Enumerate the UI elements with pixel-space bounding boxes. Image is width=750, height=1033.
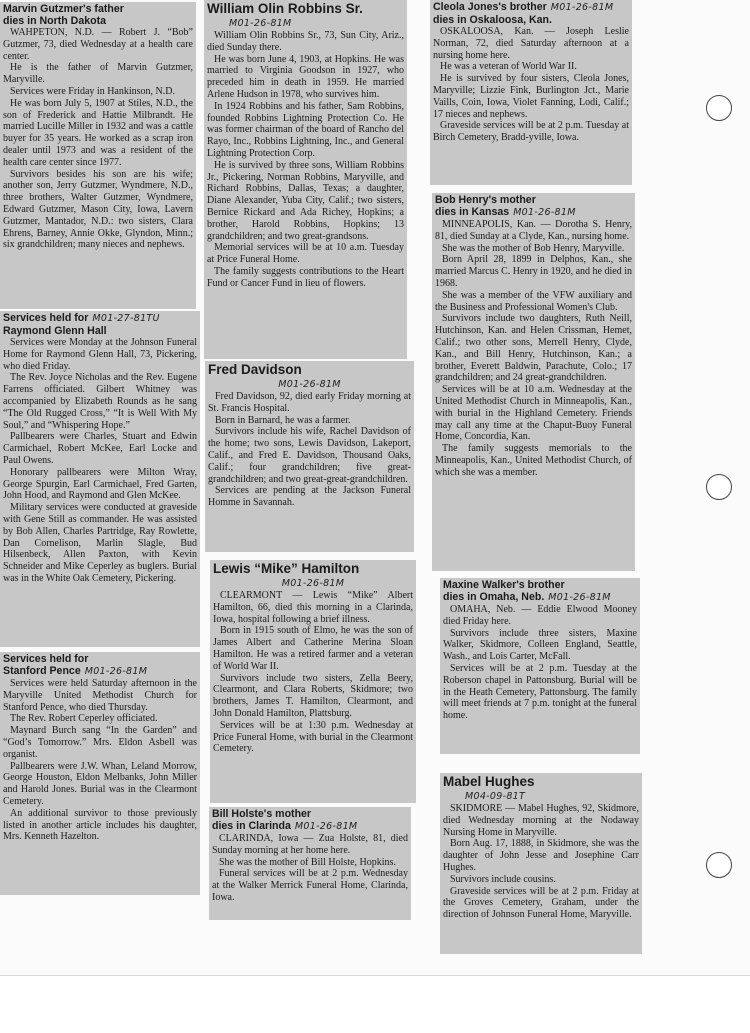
date-note: M01-26-81M: [84, 666, 148, 677]
paragraph: Services were Monday at the Johnson Funeral Home for Raymond Glenn Hall, 73, Pickering, who died Friday.: [3, 337, 197, 372]
clipping-headline: Bob Henry's mother dies in Kansas M01-26-81M: [435, 194, 576, 218]
paragraph: Honorary pallbearers were Milton Wray, George Spurgin, Earl Carmichael, Fred Garten, John Hood, and Raymond and Glen McKee.: [3, 466, 197, 502]
clipping-pence: [0, 652, 200, 895]
paragraph: Graveside services will be at 2 p.m. Friday at the Groves Cemetery, Graham, under the direction of Johnson Funeral Home, Maryville.: [443, 885, 639, 921]
paragraph: OSKALOOSA, Kan. — Joseph Leslie Norman, 72, died Saturday afternoon at a nursing home here.: [433, 26, 629, 61]
paragraph: She was a member of the VFW auxiliary and the Business and Professional Women's Club.: [435, 289, 632, 313]
paragraph: Survivors include three sisters, Maxine Walker, Skidmore, Colleen England, Seattle, Wash., and Lois Carter, McFall.: [443, 627, 637, 663]
paragraph: CLARINDA, Iowa — Zua Holste, 81, died Sunday morning at her home here.: [212, 833, 408, 856]
paragraph: Survivors include his wife, Rachel Davidson of the home; two sons, Lewis Davidson, Lakeport, Calif., and Fred E. Davidson, Thousand Oaks, Calif.; four grandchildren; five great-grandchildren; and two great-great-grandchildren.: [208, 426, 411, 485]
date-note: M01-26-81M: [278, 379, 341, 390]
clipping-headline: Lewis “Mike” Hamilton: [213, 561, 360, 576]
paragraph: Services will be at 10 a.m. Wednesday at the United Methodist Church in Minneapolis, Kan., with burial in the Highland Cemetery. Friends may call any time at the Chaput-Buoy Funeral Home, Concordia, Kan.: [435, 384, 632, 443]
clipping-headline: William Olin Robbins Sr.: [207, 1, 363, 16]
date-note: M01-26-81M: [229, 18, 292, 29]
date-note: M01-26-81M: [294, 821, 358, 832]
clipping-headline: Fred Davidson: [208, 362, 302, 377]
paragraph: Survivors besides his son are his wife; another son, Jerry Gutzmer, Wyndmere, N.D., three brothers, Walter Gutzmer, Wyndmere, Edward Gutzmer, Mason City, Iowa, Lavern Gutzmer, Mantador, N.D.: two sisters, Clara Ehrens, Barney, Annie Okke, Glyndon, Minn.; six grandchildren; many nieces and nephews.: [3, 168, 193, 251]
paragraph: The family suggests contributions to the Heart Fund or Cancer Fund in lieu of flowers.: [207, 265, 404, 289]
clipping-jones: [430, 0, 632, 185]
paragraph: Services were Friday in Hankinson, N.D.: [10, 85, 175, 97]
paragraph: William Olin Robbins Sr., 73, Sun City, Ariz., died Sunday there.: [207, 30, 404, 53]
paragraph: MINNEAPOLIS, Kan. — Dorotha S. Henry, 81, died Sunday at a Clyde, Kan., nursing home.: [435, 219, 632, 242]
paragraph: Services were held Saturday afternoon in the Maryville United Methodist Church for Stanford Pence, who died Thursday.: [3, 678, 197, 713]
clipping-headline: Services held for Stanford Pence M01-26-81M: [3, 653, 148, 677]
punch-hole-top: [706, 95, 732, 121]
clipping-hughes: [440, 773, 642, 954]
paragraph: OMAHA, Neb. — Eddie Elwood Mooney died Friday here.: [443, 604, 637, 627]
punch-hole-bottom: [706, 852, 732, 878]
clipping-headline: Mabel Hughes: [443, 774, 535, 789]
paragraph: Survivors include cousins.: [450, 873, 556, 885]
paragraph: He was born June 4, 1903, at Hopkins. He was married to Virginia Goodson in 1927, who preceded him in death in 1959. He married Arlene Hudson in 1978, who survives him.: [207, 53, 404, 100]
paragraph: Survivors include two sisters, Zella Beery, Clearmont, and Clara Roberts, Skidmore; two brothers, James T. Hamilton, Clearmont, and John Donald Hamilton, Plattsburg.: [213, 672, 413, 719]
clipping-walker: [440, 578, 640, 754]
date-note: M04-09-81T: [465, 791, 526, 802]
date-note: M01-26-81M: [281, 578, 345, 589]
paragraph: Services will be at 1:30 p.m. Wednesday at Price Funeral Home, with burial in the Clearmont Cemetery.: [213, 719, 413, 755]
paragraph: He is survived by four sisters, Cleola Jones, Maryville; Lizzie Fink, Burlington Jct., Marie Vaills, Coin, Iowa, Violet Fanning, Lodi, Calif.; 17 nieces and nephews.: [433, 73, 629, 120]
paragraph: Born in Barnard, he was a farmer.: [215, 414, 351, 426]
paragraph: Funeral services will be at 2 p.m. Wednesday at the Walker Merrick Funeral Home, Clarinda, Iowa.: [212, 868, 408, 903]
clipping-headline: Services held for M01-27-81TU Raymond Glenn Hall: [3, 312, 160, 337]
paragraph: The Rev. Robert Ceperley officiated.: [10, 713, 158, 725]
paragraph: Born Aug. 17, 1888, in Skidmore, she was the daughter of John Jesse and Josephine Carr Hughes.: [443, 838, 639, 873]
clipping-henry: [432, 193, 635, 571]
paragraph: Survivors include two daughters, Ruth Neill, Hutchinson, Kan. and Helen Crissman, Hemet, Calif.; two other sons, Merrell Henry, Clyde, Kan., and Bill Henry, Hutchinson, Kan.; a brother, Everett Baldwin, Parachute, Colo.; 17 grandchildren; and 24 great-grandchildren.: [435, 313, 632, 384]
clipping-holste: [209, 807, 411, 920]
paragraph: Military services were conducted at graveside with Gene Still as commander. He was assisted by Bob Allen, Charles Partridge, Ray Rowlette, Dan Cornelison, Marlin Slagle, Bud Hilsenbeck, Allen Paxton, with Kevin Schneider and Mike Ceperley as buglers. Burial was in the White Oak Cemetery, Pickering.: [3, 502, 197, 584]
paragraph: Pallbearers were Charles, Stuart and Edwin Carmichael, Robert McKee, Earl Locke and Paul Owens.: [3, 431, 197, 466]
clipping-headline: Bill Holste's mother dies in Clarinda M01-26-81M: [212, 808, 358, 832]
paragraph: In 1924 Robbins and his father, Sam Robbins, founded Robbins Lightning Protection Co. He was former chairman of the board of Rancho del Rayo, Inc., Robbins Lightning, Inc., and General Lightning Protection Corp.: [207, 100, 404, 159]
paragraph: Services will be at 2 p.m. Tuesday at the Roberson chapel in Pattonsburg. Burial will be in the Heath Cemetery, Pattonsburg. The family will meet friends at 7 p.m. tonight at the funeral home.: [443, 662, 637, 722]
clipping-davidson: [205, 361, 414, 552]
paragraph: He is survived by three sons, William Robbins Jr., Pickering, Norman Robbins, Maryville, and Richard Robbins, Dallas, Texas; a daughter, Diane Alexander, Yuba City, Calif.; two sisters, Bernice Rickard and Ada Richey, Hopkins; a brother, Harold Robbins, Hopkins; 13 grandchildren; and two great-grandsons.: [207, 159, 404, 242]
paragraph: He was born July 5, 1907 at Stiles, N.D., the son of Frederick and Hattie Milbrandt. He married Lucille Miller in 1932 and was a cattle buyer for 35 years. He worked as a scrap iron dealer until 1973 and was a resident of the health care center since 1977.: [3, 97, 193, 168]
paragraph: He was a veteran of World War II.: [440, 61, 577, 73]
clipping-hall: [0, 311, 200, 647]
paragraph: The Rev. Joyce Nicholas and the Rev. Eugene Farrens officiated. Gilbert Whitney was accompanied by Elizabeth Rounds as he sang “The Old Rugged Cross,” “It is Well With My Soul,” and “Whispering Hope.”: [3, 372, 197, 431]
clipping-gutzmer: [0, 2, 196, 309]
clipping-robbins: [204, 0, 407, 359]
paragraph: The family suggests memorials to the Minneapolis, Kan., United Methodist Church, of which she was a member.: [435, 443, 632, 478]
paragraph: She was the mother of Bob Henry, Maryville.: [442, 242, 625, 254]
paragraph: She was the mother of Bill Holste, Hopkins.: [219, 856, 396, 868]
paragraph: Born in 1915 south of Elmo, he was the son of James Albert and Catherine Merina Sloan Hamilton. He was a retired farmer and a veteran of World War II.: [213, 625, 413, 672]
clipping-headline: Maxine Walker's brother dies in Omaha, Neb. M01-26-81M: [443, 579, 611, 603]
paragraph: Graveside services will be at 2 p.m. Tuesday at Birch Cemetery, Bradd-yville, Iowa.: [433, 120, 629, 144]
paragraph: WAHPETON, N.D. — Robert J. “Bob” Gutzmer, 73, died Wednesday at a health care center.: [3, 27, 193, 62]
clipping-hamilton: [210, 560, 416, 803]
paragraph: An additional survivor to those previously listed in another article includes his daughter, Mrs. Kenneth Hazelton.: [3, 807, 197, 843]
paragraph: CLEARMONT — Lewis “Mike” Albert Hamilton, 66, died this morning in a Clarinda, Iowa, hospital following a brief illness.: [213, 590, 413, 625]
punch-hole-middle: [706, 474, 732, 500]
date-note: M01-26-81M: [513, 207, 576, 218]
paragraph: SKIDMORE — Mabel Hughes, 92, Skidmore, died Wednesday morning at the Nodaway Nursing Home in Maryville.: [443, 803, 639, 838]
paragraph: He is the father of Marvin Gutzmer, Maryville.: [3, 62, 193, 86]
paragraph: Memorial services will be at 10 a.m. Tuesday at Price Funeral Home.: [207, 242, 404, 266]
date-note: M01-26-81M: [550, 2, 614, 13]
date-note: M01-26-81M: [548, 592, 611, 603]
paragraph: Pallbearers were J.W. Whan, Leland Morrow, George Houston, Eldon Melbanks, John Miller and Harold Jones. Burial was in the Clearmont Cemetery.: [3, 760, 197, 807]
clipping-headline: Cleola Jones's brother M01-26-81M dies in Oskaloosa, Kan.: [433, 1, 614, 26]
paragraph: Services are pending at the Jackson Funeral Homme in Savannah.: [208, 485, 411, 509]
paragraph: Maynard Burch sang “In the Garden” and “God’s Tomorrow.” Mrs. Eldon Asbell was organist.: [3, 725, 197, 760]
date-note: M01-27-81TU: [92, 313, 160, 324]
paragraph: Fred Davidson, 92, died early Friday morning at St. Francis Hospital.: [208, 391, 411, 414]
clipping-headline: Marvin Gutzmer's father dies in North Dakota: [3, 3, 124, 27]
paragraph: Born April 28, 1899 in Delphos, Kan., she married Marcus C. Henry in 1920, and he died in 1968.: [435, 254, 632, 289]
